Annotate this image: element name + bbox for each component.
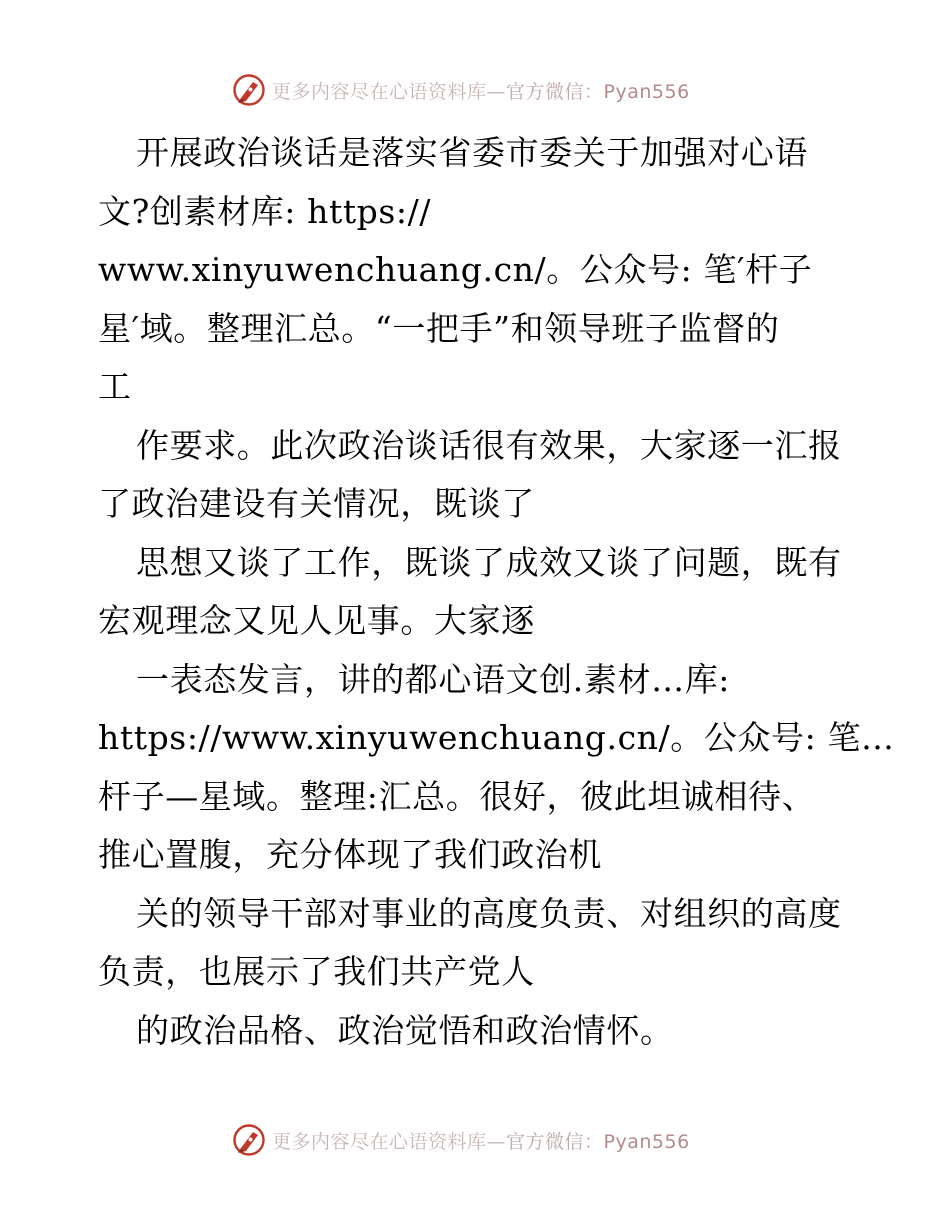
paragraph-line: 了政治建设有关情况，既谈了: [98, 484, 535, 523]
paragraph-line: 负责，也展示了我们共产党人: [98, 952, 535, 991]
pen-nib-logo-icon: [232, 1123, 266, 1157]
footer-watermark: [232, 1122, 690, 1158]
paragraph-line: 的政治品格、政治觉悟和政治情怀。: [136, 1010, 674, 1050]
paragraph-line: 作要求。此次政治谈话很有效果，大家逐一汇报: [136, 425, 842, 465]
paragraph-line: 关的领导干部对事业的高度负责、对组织的高度: [136, 893, 842, 933]
watermark-brand: 更多内容尽在心语资料库: [272, 1130, 487, 1153]
watermark-text: [272, 1127, 690, 1154]
watermark-wechat-id: Pyan556: [603, 1130, 690, 1153]
paragraph-line: https://www.xinyuwenchuang.cn/。公众号: 笔…: [98, 718, 895, 757]
pen-nib-logo-icon: [232, 73, 266, 107]
watermark-dash: —: [486, 1130, 507, 1153]
watermark-wechat-id: Pyan556: [603, 80, 690, 103]
document-body: [98, 124, 895, 1060]
paragraph-line: www.xinyuwenchuang.cn/。公众号: 笔′杆子: [98, 250, 813, 289]
paragraph-line: 推心置腹，充分体现了我们政治机: [98, 835, 602, 874]
header-watermark: [232, 72, 690, 108]
paragraph-line: 一表态发言，讲的都心语文创.素材…库:: [136, 659, 731, 699]
watermark-dash: —: [486, 80, 507, 103]
paragraph-line: 星′域。整理汇总。“一把手”和领导班子监督的: [98, 308, 780, 348]
paragraph-line: 思想又谈了工作，既谈了成效又谈了问题，既有: [136, 542, 842, 582]
watermark-wechat-label: 官方微信：: [506, 80, 604, 103]
paragraph-line: 文?创素材库: https://: [98, 191, 432, 231]
paragraph-line: 杆子—星域。整理:汇总。很好，彼此坦诚相待、: [98, 776, 816, 816]
paragraph-line: 宏观理念又见人见事。大家逐: [98, 601, 535, 640]
watermark-brand: 更多内容尽在心语资料库: [272, 80, 487, 103]
watermark-text: [272, 77, 690, 104]
paragraph-line: 开展政治谈话是落实省委市委关于加强对心语: [136, 133, 808, 172]
watermark-wechat-label: 官方微信：: [506, 1130, 604, 1153]
paragraph-line: 工: [98, 367, 132, 406]
